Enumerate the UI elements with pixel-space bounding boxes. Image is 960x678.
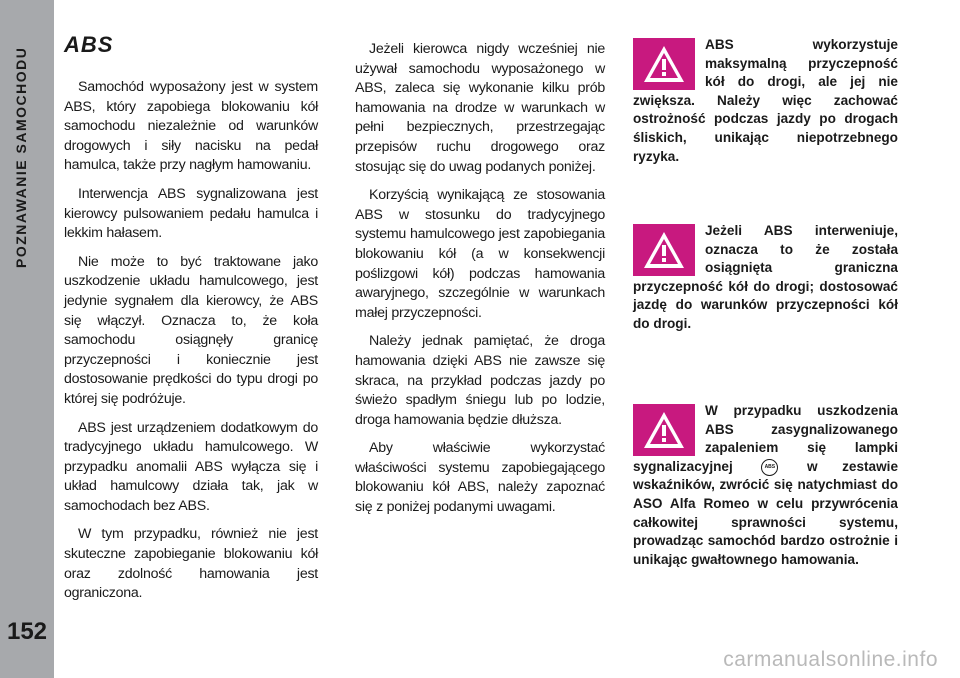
paragraph: Jeżeli kierowca nigdy wcześniej nie używał samochodu wyposażonego w ABS, zaleca się wykonanie kilku prób hamowania na drodze w warunkach w pełni bezpiecznych, przestrzegając przepisów ruchu drogowego oraz stosując się do uwag podanych poniżej. bbox=[355, 41, 605, 175]
page-title: ABS bbox=[64, 32, 114, 57]
paragraph: Korzyścią wynikającą ze stosowania ABS w stosunku do tradycyjnego systemu hamulcowego jest zapobiegania blokowaniu kół (a w konsekwencji poślizgowi kół) podczas hamowania awaryjnego, szczególnie w warunkach małej przyczepności. bbox=[355, 187, 605, 321]
warning-triangle-icon bbox=[633, 404, 695, 456]
warning-note-2 bbox=[633, 222, 898, 334]
warning-text: w zestawie wskaźników, zwrócić się natychmiast do ASO Alfa Romeo w celu przywrócenia całkowitej sprawności systemu, prowadząc samochód bardzo ostrożnie i unikając gwałtownego hamowania. bbox=[633, 458, 899, 567]
watermark: carmanualsonline.info bbox=[723, 648, 938, 671]
paragraph: Interwencja ABS sygnalizowana jest kierowcy pulsowaniem pedału hamulca i lekkim hałasem. bbox=[64, 185, 318, 242]
paragraph: Aby właściwie wykorzystać właściwości systemu zapobiegającego blokowaniu kół ABS, należy zapoznać się z poniżej podanymi uwagami. bbox=[355, 440, 605, 516]
paragraph: Należy jednak pamiętać, że droga hamowania dzięki ABS nie zawsze się skraca, na przykład podczas jazdy po świeżo spadłym śniegu lub po lodzie, droga hamowania będzie dłuższa. bbox=[355, 333, 605, 428]
warning-triangle-icon bbox=[633, 224, 695, 276]
paragraph: W tym przypadku, również nie jest skuteczne zapobieganie blokowaniu kół oraz zdolność hamowania jest ograniczona. bbox=[64, 526, 318, 602]
text-column-1 bbox=[64, 78, 318, 613]
warning-triangle-icon bbox=[633, 38, 695, 90]
section-title: POZNAWANIE SAMOCHODU bbox=[13, 46, 29, 268]
warning-text: W przypadku uszkodzenia ABS zasygnalizowanego zapaleniem się lampki sygnalizacyjnej bbox=[633, 403, 898, 474]
paragraph: Samochód wyposażony jest w system ABS, który zapobiega blokowaniu kół samochodu niezależnie od warunków drogowych i siły nacisku na pedał hamulca, także przy nagłym hamowaniu. bbox=[64, 79, 318, 174]
warning-note-1 bbox=[633, 36, 898, 166]
abs-lamp-icon: ABS bbox=[761, 459, 778, 476]
warning-note-3 bbox=[633, 402, 898, 569]
sidebar bbox=[0, 0, 54, 678]
paragraph: ABS jest urządzeniem dodatkowym do tradycyjnego układu hamulcowego. W przypadku anomalii ABS wyłącza się i układ hamulcowy działa tak, jak w samochodach bez ABS. bbox=[64, 419, 318, 514]
page-number: 152 bbox=[6, 618, 48, 645]
warning-text: Jeżeli ABS interweniuje, oznacza to że została osiągnięta graniczna przyczepność kół do drogi; dostosować jazdę do warunków przyczepności kół do drogi. bbox=[633, 223, 898, 331]
text-column-2 bbox=[355, 40, 605, 527]
warning-text: ABS wykorzystuje maksymalną przyczepność kół do drogi, ale jej nie zwiększa. Należy więc zachować ostrożność podczas jazdy po drogach śliskich, unikając niepotrzebnego ryzyka. bbox=[633, 37, 898, 164]
paragraph: Nie może to być traktowane jako uszkodzenie układu hamulcowego, jest jedynie sygnałem dla kierowcy, że ABS się włączył. Oznacza to, że koła samochodu osiągnęły granicę przyczepności i koniecznie jest dostosowanie prędkości do typu drogi po której się podróżuje. bbox=[64, 253, 318, 407]
